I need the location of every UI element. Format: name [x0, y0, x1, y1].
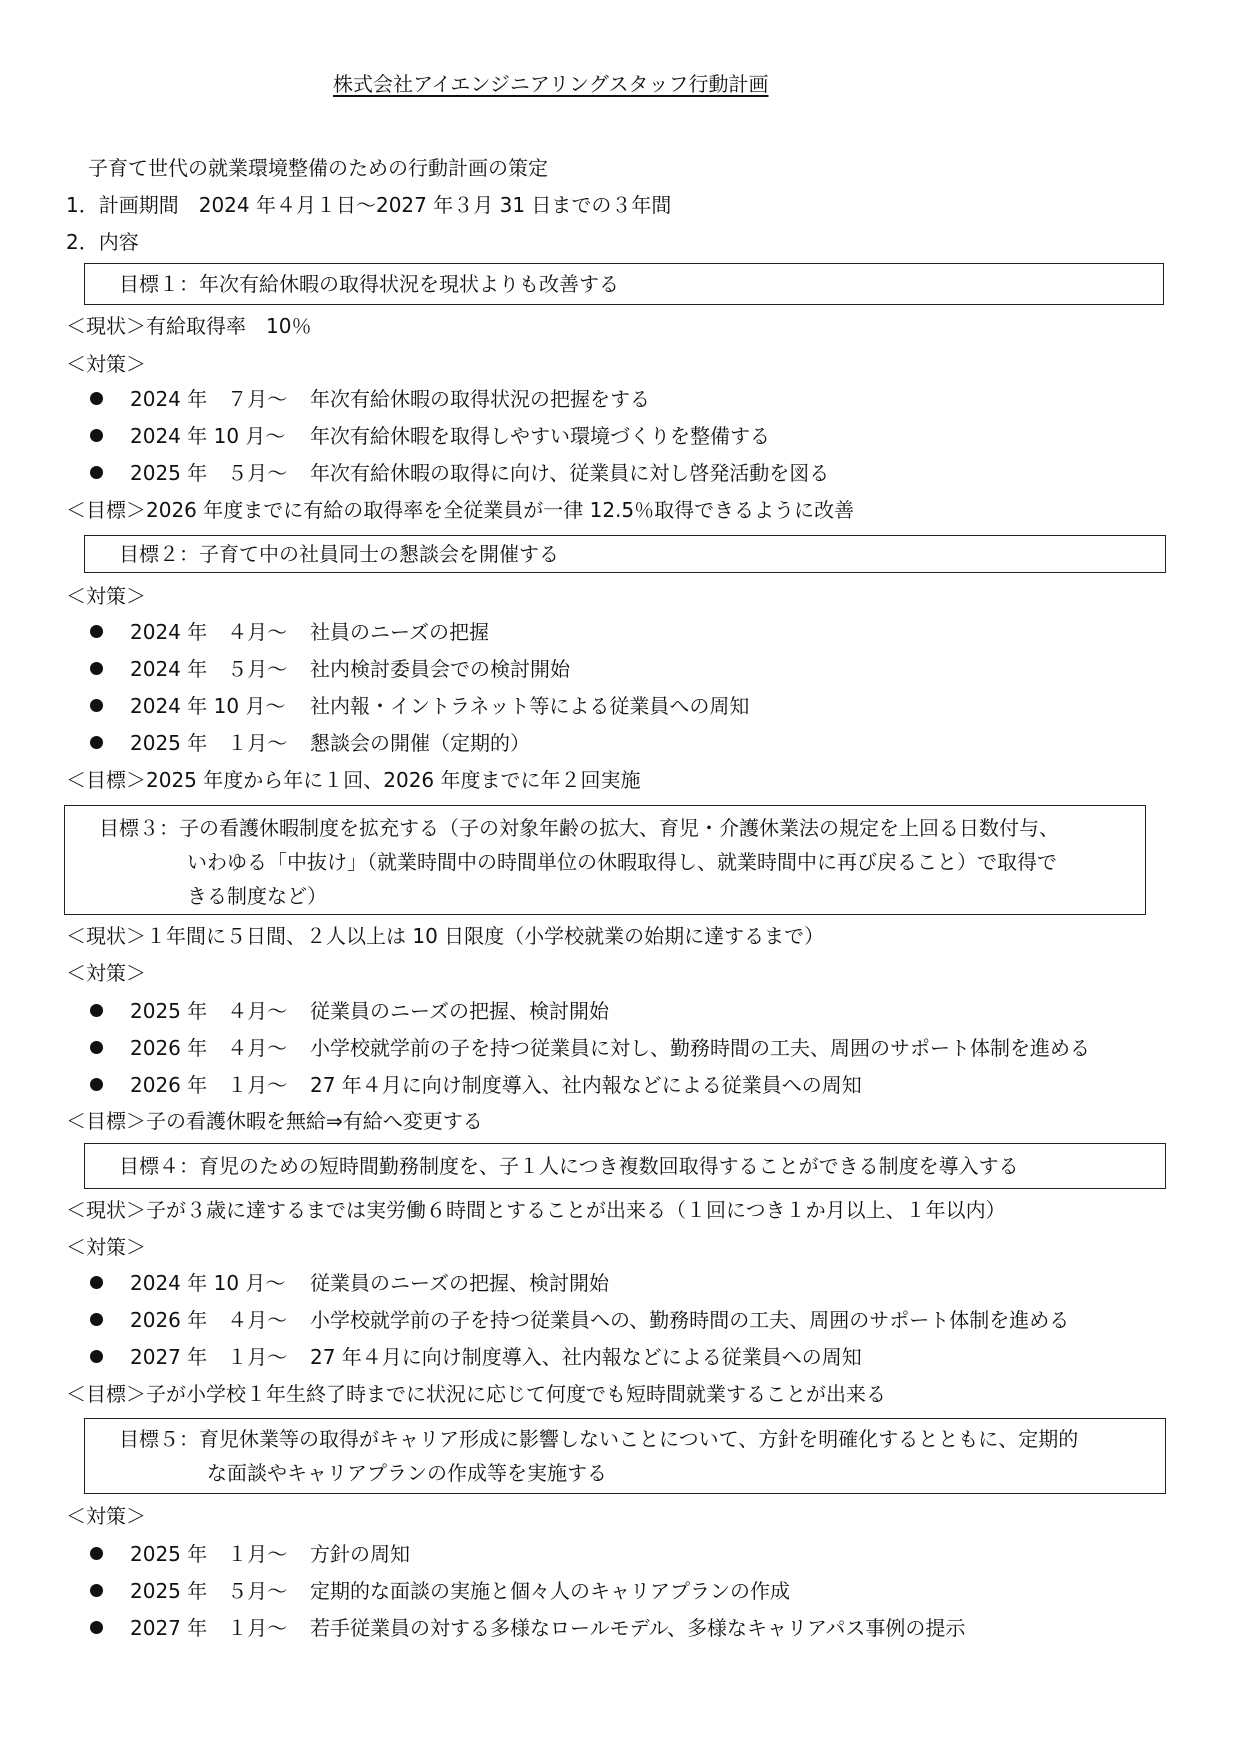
- goal4-target: ＜目標＞子が小学校１年生終了時までに状況に応じて何度でも短時間就業することが出来る: [66, 1382, 886, 1406]
- bullet-icon: [90, 736, 103, 749]
- goal2-item: [90, 654, 1190, 684]
- goal1-status: ＜現状＞有給取得率 10％: [66, 314, 312, 338]
- item-date: 2025 年 ５月～: [130, 461, 288, 485]
- goal1-target: ＜目標＞2026 年度までに有給の取得率を全従業員が一律 12.5％取得できるように改善: [66, 498, 855, 522]
- item-text: 小学校就学前の子を持つ従業員への、勤務時間の工夫、周囲のサポート体制を進める: [310, 1308, 1070, 1332]
- item-text: 定期的な面談の実施と個々人のキャリアプランの作成: [310, 1579, 790, 1603]
- item-date: 2026 年 ４月～: [130, 1308, 288, 1332]
- goal1-item: [90, 384, 1190, 414]
- item-text: 方針の周知: [310, 1542, 410, 1566]
- item-date: 2027 年 １月～: [130, 1616, 288, 1640]
- item-text: 社員のニーズの把握: [310, 620, 489, 644]
- bullet-icon: [90, 429, 103, 442]
- bullet-icon: [90, 466, 103, 479]
- goal5-text-line2: な面談やキャリアプランの作成等を実施する: [207, 1461, 607, 1485]
- goal3-item: [90, 1033, 1190, 1063]
- item-date: 2027 年 １月～: [130, 1345, 288, 1369]
- goal3-item: [90, 996, 1190, 1026]
- item-text: 従業員のニーズの把握、検討開始: [310, 1271, 609, 1295]
- goal2-measures-label: ＜対策＞: [66, 584, 146, 608]
- item-date: 2024 年 ４月～: [130, 620, 288, 644]
- plan-period: 1．計画期間 2024 年４月１日～2027 年３月 31 日までの３年間: [66, 193, 672, 217]
- goal5-item: [90, 1613, 1190, 1643]
- item-date: 2024 年 10 月～: [130, 424, 286, 448]
- item-text: 若手従業員の対する多様なロールモデル、多様なキャリアパス事例の提示: [310, 1616, 966, 1640]
- goal1-item: [90, 421, 1190, 451]
- bullet-icon: [90, 1004, 103, 1017]
- item-date: 2024 年 10 月～: [130, 694, 286, 718]
- item-date: 2025 年 １月～: [130, 731, 288, 755]
- bullet-icon: [90, 1621, 103, 1634]
- item-date: 2025 年 ５月～: [130, 1579, 288, 1603]
- goal3-item: [90, 1070, 1190, 1100]
- item-date: 2026 年 １月～: [130, 1073, 288, 1097]
- item-date: 2024 年 ７月～: [130, 387, 288, 411]
- content-heading: 2．内容: [66, 230, 139, 254]
- goal5-item: [90, 1539, 1190, 1569]
- bullet-icon: [90, 1350, 103, 1363]
- page-title: 株式会社アイエンジニアリングスタッフ行動計画: [333, 72, 769, 96]
- goal3-text-line1: 目標３：子の看護休暇制度を拡充する（子の対象年齢の拡大、育児・介護休業法の規定を上回る日数付与、: [99, 816, 1059, 840]
- goal4-item: [90, 1342, 1190, 1372]
- goal2-target: ＜目標＞2025 年度から年に１回、2026 年度までに年２回実施: [66, 768, 641, 792]
- goal3-status: ＜現状＞１年間に５日間、２人以上は 10 日限度（小学校就業の始期に達するまで）: [66, 924, 825, 948]
- item-date: 2025 年 １月～: [130, 1542, 288, 1566]
- goal1-box: [84, 263, 1164, 305]
- bullet-icon: [90, 1584, 103, 1597]
- item-date: 2026 年 ４月～: [130, 1036, 288, 1060]
- goal3-target: ＜目標＞子の看護休暇を無給⇒有給へ変更する: [66, 1109, 483, 1133]
- goal4-item: [90, 1305, 1190, 1335]
- bullet-icon: [90, 699, 103, 712]
- goal5-text-line1: 目標５：育児休業等の取得がキャリア形成に影響しないことについて、方針を明確化するとともに、定期的: [119, 1427, 1079, 1451]
- item-date: 2025 年 ４月～: [130, 999, 288, 1023]
- bullet-icon: [90, 662, 103, 675]
- item-text: 社内報・イントラネット等による従業員への周知: [310, 694, 750, 718]
- item-text: 従業員のニーズの把握、検討開始: [310, 999, 609, 1023]
- item-text: 27 年４月に向け制度導入、社内報などによる従業員への周知: [310, 1073, 862, 1097]
- item-text: 懇談会の開催（定期的）: [310, 731, 530, 755]
- goal5-box: [84, 1418, 1166, 1494]
- bullet-icon: [90, 625, 103, 638]
- goal1-item: [90, 458, 1190, 488]
- goal2-box: [84, 535, 1166, 573]
- goal1-measures-label: ＜対策＞: [66, 352, 146, 376]
- item-date: 2024 年 ５月～: [130, 657, 288, 681]
- goal4-item: [90, 1268, 1190, 1298]
- item-text: 小学校就学前の子を持つ従業員に対し、勤務時間の工夫、周囲のサポート体制を進める: [310, 1036, 1090, 1060]
- goal4-text: 目標４：育児のための短時間勤務制度を、子１人につき複数回取得することができる制度を導入する: [119, 1154, 1019, 1178]
- item-text: 年次有給休暇の取得状況の把握をする: [310, 387, 650, 411]
- item-text: 社内検討委員会での検討開始: [310, 657, 570, 681]
- intro-text: 子育て世代の就業環境整備のための行動計画の策定: [88, 156, 548, 180]
- goal1-text: 目標１：年次有給休暇の取得状況を現状よりも改善する: [119, 272, 619, 296]
- bullet-icon: [90, 1078, 103, 1091]
- bullet-icon: [90, 392, 103, 405]
- goal3-measures-label: ＜対策＞: [66, 961, 146, 985]
- goal2-item: [90, 691, 1190, 721]
- item-text: 27 年４月に向け制度導入、社内報などによる従業員への周知: [310, 1345, 862, 1369]
- goal4-box: [84, 1143, 1166, 1189]
- bullet-icon: [90, 1547, 103, 1560]
- goal2-text: 目標２：子育て中の社員同士の懇談会を開催する: [119, 542, 559, 566]
- bullet-icon: [90, 1041, 103, 1054]
- item-text: 年次有給休暇の取得に向け、従業員に対し啓発活動を図る: [310, 461, 830, 485]
- item-text: 年次有給休暇を取得しやすい環境づくりを整備する: [310, 424, 770, 448]
- bullet-icon: [90, 1313, 103, 1326]
- item-date: 2024 年 10 月～: [130, 1271, 286, 1295]
- goal3-text-line2: いわゆる「中抜け」（就業時間中の時間単位の休暇取得し、就業時間中に再び戻ること）で取得で: [187, 850, 1057, 874]
- goal3-box: [64, 805, 1146, 915]
- goal5-measures-label: ＜対策＞: [66, 1504, 146, 1528]
- goal4-status: ＜現状＞子が３歳に達するまでは実労働６時間とすることが出来る（１回につき１か月以上、１年以内）: [66, 1198, 1006, 1222]
- goal4-measures-label: ＜対策＞: [66, 1235, 146, 1259]
- goal2-item: [90, 617, 1190, 647]
- goal3-text-line3: きる制度など）: [187, 884, 327, 908]
- goal2-item: [90, 728, 1190, 758]
- bullet-icon: [90, 1276, 103, 1289]
- goal5-item: [90, 1576, 1190, 1606]
